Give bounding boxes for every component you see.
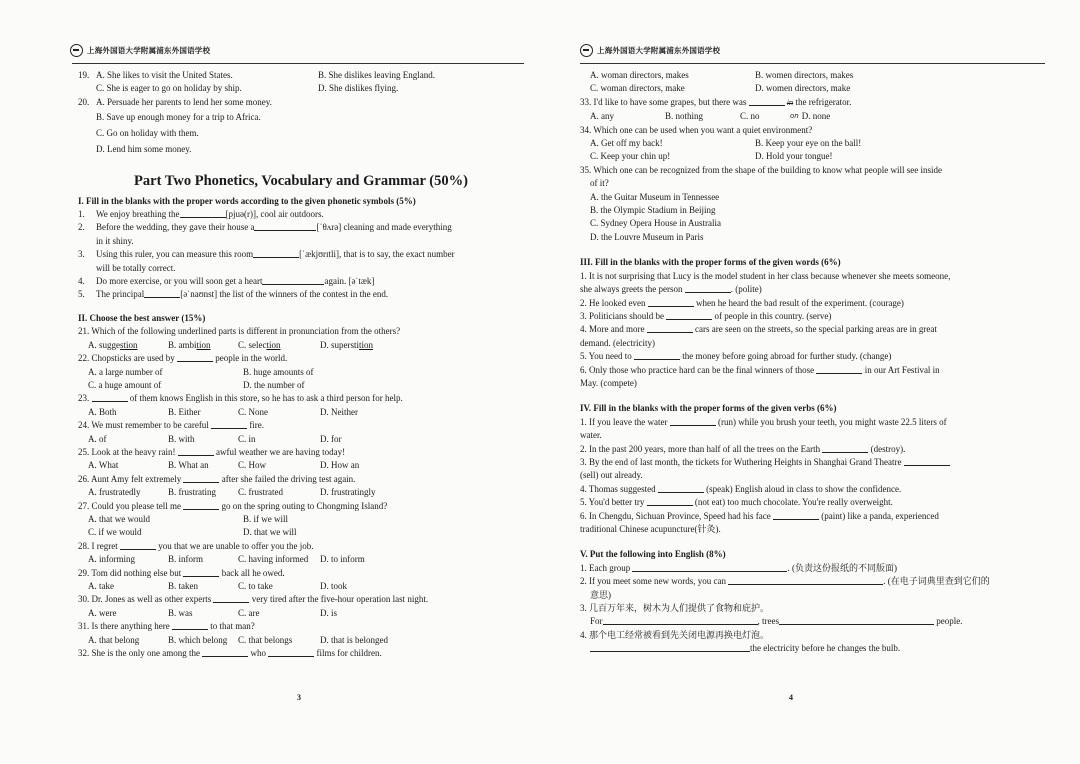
s3-item-6-blank[interactable]: [816, 364, 862, 374]
s3-item-6: [580, 364, 1046, 377]
q33-handwritten-on: on: [790, 112, 799, 121]
q29-option-b: B. taken: [168, 581, 198, 591]
q25-blank[interactable]: [178, 446, 214, 456]
q23-post: of them knows English in this store, so he has to ask a third person for help.: [129, 393, 403, 404]
s4-item-2-blank[interactable]: [822, 443, 868, 453]
q32-option-c: C. woman directors, make: [590, 83, 685, 94]
q24-option-b: B. with: [168, 433, 195, 444]
s4-item-6-cont: traditional Chinese acupuncture(针灸).: [580, 524, 721, 534]
s3-item-6-pre: 6. Only those who practice hard can be the final winners of those: [580, 364, 815, 375]
page-header: [70, 44, 210, 57]
q21-a-underlined: stion: [120, 339, 138, 350]
q27-blank[interactable]: [183, 500, 219, 510]
q23-pre: 23.: [78, 393, 90, 404]
s4-item-6: [580, 510, 1046, 523]
s1-item-1-number: 1.: [78, 209, 85, 220]
page-number: 3: [297, 693, 301, 702]
s1-item-4-post: again. [əˈtæk]: [324, 276, 375, 287]
q24-stem: [78, 419, 524, 432]
q29-option-a: A. take: [88, 581, 114, 591]
q30-option-c: C. are: [238, 607, 260, 618]
q29-option-d: D. took: [320, 581, 347, 591]
q29-pre: 29. Tom did nothing else but: [78, 567, 182, 578]
q30-options: [78, 607, 524, 620]
q27-row-2: [78, 526, 524, 539]
q34-option-b: B. Keep your eye on the ball!: [755, 138, 862, 149]
s1-item-3-pre: Using this ruler, you can measure this room: [96, 249, 254, 260]
q25-option-c: C. How: [238, 460, 267, 471]
q32-option-a: A. woman directors, makes: [590, 70, 689, 80]
q23-option-b: B. Either: [168, 406, 201, 417]
q33-option-c: C. no: [740, 111, 760, 122]
s1-item-1-blank[interactable]: [180, 208, 226, 218]
q24-blank[interactable]: [211, 419, 247, 429]
s4-item-3-cont: (sell) out already.: [580, 470, 643, 481]
q34-option-d: D. Hold your tongue!: [755, 151, 833, 162]
section-5-title: V. Put the following into English (8%): [580, 549, 726, 560]
q25-post: awful weather we are having today!: [215, 446, 346, 457]
q26-options: [78, 486, 524, 499]
q21-d-pre: D. supersti: [320, 339, 359, 350]
q33-pre: 33. I'd like to have some grapes, but there was: [580, 96, 747, 107]
q27-pre: 27. Could you please tell me: [78, 500, 181, 511]
q34-option-c: C. Keep your chin up!: [590, 151, 671, 162]
q32-mid: who: [250, 648, 266, 659]
s1-item-5-number: 5.: [78, 289, 85, 300]
q28-option-c: C. having informed: [238, 554, 309, 565]
section-1-title: I. Fill in the blanks with the proper words according to the given phonetic symbols (5%): [78, 195, 416, 206]
q31-pre: 31. Is there anything here: [78, 621, 170, 632]
s3-item-1-blank[interactable]: [685, 283, 731, 293]
s3-item-4-blank[interactable]: [647, 323, 693, 333]
q21-d-underlined: tion: [359, 339, 374, 350]
s4-item-1-pre: 1. If you leave the water: [580, 416, 668, 427]
s4-item-1-cont: water.: [580, 430, 602, 441]
q19-option-a: A. She likes to visit the United States.: [96, 70, 233, 80]
q26-stem: [78, 473, 524, 486]
s3-item-4-post: cars are seen on the streets, so the special parking areas are in great: [694, 324, 937, 335]
s3-item-5: [580, 350, 1046, 363]
s1-item-3-number: 3.: [78, 249, 85, 260]
q34-option-a: A. Get off my back!: [590, 138, 663, 149]
s5-item-4-answer: [580, 642, 1046, 655]
q24-option-d: D. for: [320, 433, 342, 444]
q35-option-d: D. the Louvre Museum in Paris: [590, 231, 704, 242]
s1-item-5-pre: The principal: [96, 289, 145, 300]
s3-item-4-cont: demand. (electricity): [580, 337, 655, 348]
q28-post: you that we are unable to offer you the job.: [158, 540, 314, 551]
s3-item-6-cont: May. (compete): [580, 377, 637, 388]
q32-post: films for children.: [316, 648, 382, 659]
q34-stem: 34. Which one can be used when you want a quiet environment?: [580, 124, 813, 135]
s4-item-3: [580, 456, 1046, 469]
q26-option-a: A. frustratedly: [88, 487, 141, 498]
q19-option-c: C. She is eager to go on holiday by ship.: [96, 83, 242, 94]
s1-item-3-cont: will be totally correct.: [96, 262, 176, 273]
q22-blank[interactable]: [177, 352, 213, 362]
q29-option-c: C. to take: [238, 581, 273, 591]
s5-item-1-blank[interactable]: [632, 562, 787, 572]
s1-item-3-blank[interactable]: [253, 248, 299, 258]
s1-item-4-number: 4.: [78, 276, 85, 287]
s5-item-1-pre: 1. Each group: [580, 562, 631, 573]
q25-option-b: B. What an: [168, 460, 209, 471]
s1-item-4-pre: Do more exercise, or you will soon get a heart: [96, 276, 263, 287]
s3-item-4-pre: 4. More and more: [580, 324, 645, 335]
q19-option-b: B. She dislikes leaving England.: [318, 70, 435, 80]
s4-item-4-post: (speak) English aloud in class to show the confidence.: [706, 483, 902, 494]
q25-option-a: A. What: [88, 460, 119, 471]
s4-item-6-post: (paint) like a panda, experienced: [821, 510, 939, 521]
s4-item-2-post: (destroy).: [870, 443, 906, 454]
s3-item-1-pre: she always greets the person: [580, 284, 683, 295]
s3-item-1-post: . (polite): [730, 284, 762, 295]
q23-option-d: D. Neither: [320, 406, 358, 417]
q28-option-b: B. inform: [168, 554, 203, 565]
q22-row-2: [78, 379, 524, 392]
q32-row-1: [580, 69, 1046, 82]
q20-number: 20.: [78, 96, 90, 107]
q30-blank[interactable]: [213, 593, 249, 603]
q24-option-a: A. of: [88, 433, 107, 444]
q20-option-a: A. Persuade her parents to lend her some money.: [96, 96, 272, 107]
q29-options: [78, 580, 524, 593]
s1-item-3-post: [ˈækjʊrɪtli], that is to say, the exact number: [299, 249, 455, 260]
q24-pre: 24. We must remember to be careful: [78, 420, 209, 431]
header-rule: [72, 63, 524, 64]
s4-item-4-pre: 4. Thomas suggested: [580, 483, 656, 494]
q30-pre: 30. Dr. Jones as well as other experts: [78, 594, 212, 605]
s4-item-4-blank[interactable]: [658, 483, 704, 493]
s5-item-2-cont: 意思): [590, 589, 611, 600]
q23-blank[interactable]: [92, 392, 128, 402]
q32-blank-1[interactable]: [202, 647, 248, 657]
q21-b-underlined: tion: [196, 339, 211, 350]
s3-item-3-blank[interactable]: [666, 310, 712, 320]
q32-pre: 32. She is the only one among the: [78, 648, 200, 659]
q27-option-c: C. if we would: [88, 527, 142, 538]
q23-options: [78, 406, 524, 419]
s1-item-1-post: [pjuə(r)], cool air outdoors.: [225, 209, 324, 220]
q33-blank[interactable]: [749, 96, 785, 106]
q31-post: to that man?: [210, 621, 255, 632]
s5-item-1-post: . (负责这份报纸的不同版面): [787, 562, 897, 573]
s5-item-3-blank-2[interactable]: [779, 615, 934, 625]
q27-option-b: B. if we will: [243, 513, 288, 524]
q22-post: people in the world.: [215, 353, 288, 364]
header-rule: [580, 63, 1045, 64]
s1-item-4-blank[interactable]: [262, 275, 324, 285]
q30-option-b: B. was: [168, 607, 193, 618]
q30-post: very tired after the five-hour operation last night.: [251, 594, 429, 605]
q22-pre: 22. Chopsticks are used by: [78, 353, 175, 364]
s3-item-2-pre: 2. He looked even: [580, 297, 646, 308]
section-4-title: IV. Fill in the blanks with the proper forms of the given verbs (6%): [580, 403, 837, 414]
s5-item-3-blank-1[interactable]: [603, 615, 758, 625]
s3-item-2: [580, 297, 1046, 310]
q26-option-d: D. frustratingly: [320, 487, 376, 498]
q20: [78, 96, 524, 109]
s4-item-3-blank[interactable]: [904, 456, 950, 466]
q33-options: [580, 110, 1046, 123]
s4-item-4: [580, 483, 1046, 496]
q26-option-c: C. frustrated: [238, 487, 283, 498]
q22-stem: [78, 352, 524, 365]
s4-item-6-pre: 6. In Chengdu, Sichuan Province, Speed had his face: [580, 510, 771, 521]
s3-item-5-pre: 5. You need to: [580, 351, 632, 362]
q21-stem: 21. Which of the following underlined parts is different in pronunciation from the others?: [78, 326, 401, 337]
page-number: 4: [789, 693, 793, 702]
s5-item-3-pre: For: [590, 616, 603, 627]
s1-item-4: [78, 275, 524, 288]
q33-option-b: B. nothing: [665, 111, 704, 122]
q22-option-c: C. a huge amount of: [88, 379, 162, 390]
q24-options: [78, 433, 524, 446]
part-two-title: Part Two Phonetics, Vocabulary and Grammar (50%): [134, 173, 468, 190]
school-name: 上海外国语大学附属浦东外国语学校: [87, 46, 211, 55]
q23-stem: [78, 392, 524, 405]
q28-blank[interactable]: [120, 540, 156, 550]
s3-item-2-blank[interactable]: [648, 297, 694, 307]
q25-pre: 25. Look at the heavy rain!: [78, 446, 176, 457]
s4-item-2: [580, 443, 1046, 456]
q31-option-d: D. that is belonged: [320, 634, 388, 645]
q28-pre: 28. I regret: [78, 540, 118, 551]
q20-option-b: B. Save up enough money for a trip to Africa.: [96, 112, 261, 123]
q22-option-d: D. the number of: [243, 379, 305, 390]
q19-number: 19.: [78, 70, 90, 80]
q27-option-a: A. that we would: [88, 513, 150, 524]
q33-post: the refrigerator.: [795, 96, 852, 107]
q32-option-d: D. women directors, make: [755, 83, 851, 94]
q26-post: after she failed the driving test again.: [221, 473, 356, 484]
s1-item-1-pre: We enjoy breathing the: [96, 209, 180, 220]
q28-options: [78, 553, 524, 566]
q29-post: back all he owed.: [221, 567, 285, 578]
q19-row-1: [78, 69, 524, 82]
s1-item-2-cont: in it shiny.: [96, 235, 134, 246]
s4-item-3-pre: 3. By the end of last month, the tickets for Wuthering Heights in Shanghai Grand Theatre: [580, 456, 902, 467]
left-content: [78, 69, 524, 660]
s4-item-5-blank[interactable]: [647, 496, 693, 506]
s5-item-4-post: the electricity before he changes the bulb.: [750, 643, 901, 654]
q29-stem: [78, 567, 524, 580]
q35-option-c: C. Sydney Opera House in Australia: [590, 218, 721, 229]
s3-item-4: [580, 323, 1046, 336]
s3-item-3: [580, 310, 1046, 323]
s4-item-1-post: (run) while you brush your teeth, you might waste 22.5 liters of: [717, 416, 947, 427]
s3-item-5-post: the money before going abroad for further study. (change): [682, 351, 892, 362]
s4-item-5-pre: 5. You'd better try: [580, 497, 645, 508]
q20-option-d: D. Lend him some money.: [96, 144, 192, 155]
q27-post: go on the spring outing to Chongming Island?: [221, 500, 388, 511]
school-name: 上海外国语大学附属浦东外国语学校: [597, 46, 721, 55]
q26-blank[interactable]: [183, 473, 219, 483]
q32-option-b: B. women directors, makes: [755, 70, 854, 80]
s5-item-3-answer: [580, 615, 1046, 628]
s3-item-5-blank[interactable]: [634, 350, 680, 360]
q32-blank-2[interactable]: [268, 647, 314, 657]
s4-item-5: [580, 496, 1046, 509]
q20-option-c: C. Go on holiday with them.: [96, 128, 199, 139]
q34-row-2: [580, 150, 1046, 163]
s5-item-1: [580, 562, 1046, 575]
q33-option-a: A. any: [590, 111, 614, 122]
q35-option-a: A. the Guitar Museum in Tennessee: [590, 191, 720, 202]
q24-option-c: C. in: [238, 433, 256, 444]
s5-item-2-pre: 2. If you meet some new words, you can: [580, 576, 726, 587]
q33-option-d: D. none: [801, 111, 831, 122]
s5-item-3-post: people.: [936, 616, 963, 627]
s1-item-2-post: [ˈθʌrə] cleaning and made everything: [316, 222, 452, 233]
s3-item-1: 1. It is not surprising that Lucy is the model student in her class because whenever she meets someone,: [580, 270, 951, 281]
s1-item-5: [78, 288, 524, 301]
q35-stem-cont: of it?: [590, 178, 609, 189]
q30-stem: [78, 593, 524, 606]
page-4: [540, 0, 1080, 764]
section-2-title: II. Choose the best answer (15%): [78, 312, 206, 323]
q27-option-d: D. that we will: [243, 527, 297, 538]
q25-option-d: D. How an: [320, 460, 360, 471]
s1-item-3: [78, 248, 524, 261]
s3-item-2-post: when he heard the bad result of the experiment. (courage): [695, 297, 904, 308]
q21-c-pre: C. selec: [238, 339, 267, 350]
q22-option-a: A. a large number of: [88, 366, 163, 377]
s5-item-3: 3. 几百万年来，树木为人们提供了食物和庇护。: [580, 603, 770, 614]
s1-item-2-pre: Before the wedding, they gave their house a: [96, 222, 255, 233]
s1-item-2-blank[interactable]: [254, 221, 316, 231]
section-3-title: III. Fill in the blanks with the proper forms of the given words (6%): [580, 257, 841, 268]
s5-item-3-mid: , trees: [757, 616, 780, 627]
s1-item-1: [78, 208, 524, 221]
q33-stem: [580, 96, 1046, 110]
right-content: [580, 69, 1046, 656]
q35-stem: 35. Which one can be recognized from the shape of the building to know what people will see inside: [580, 164, 942, 175]
q24-post: fire.: [249, 420, 265, 431]
s3-item-3-post: of people in this country. (serve): [714, 310, 832, 321]
q26-option-b: B. frustrating: [168, 487, 216, 498]
q31-option-b: B. which belong: [168, 634, 228, 645]
q32-stem: [78, 647, 524, 660]
q22-row-1: [78, 366, 524, 379]
q23-option-a: A. Both: [88, 406, 117, 417]
s1-item-2-number: 2.: [78, 222, 85, 233]
q27-row-1: [78, 513, 524, 526]
q30-option-d: D. is: [320, 607, 338, 618]
s5-item-4: 4. 那个电工经常被看到先关闭电源再换电灯泡。: [580, 629, 770, 640]
s1-item-5-post: [əˈnaʊnst] the list of the winners of the contest in the end.: [180, 289, 389, 300]
q21-b-pre: B. ambi: [168, 339, 197, 350]
q21-options: [78, 339, 524, 352]
q21-a-pre: A. sugge: [88, 339, 120, 350]
s4-item-1-blank[interactable]: [670, 416, 716, 426]
s4-item-5-post: (not eat) too much chocolate. You're really overweight.: [694, 497, 893, 508]
q32-row-2: [580, 82, 1046, 95]
q33-handwritten-in: in: [786, 98, 794, 107]
school-logo-icon: [580, 44, 593, 57]
q29-blank[interactable]: [183, 567, 219, 577]
s4-item-6-blank[interactable]: [773, 510, 819, 520]
q34-row-1: [580, 137, 1046, 150]
s4-item-1: [580, 416, 1046, 429]
q31-stem: [78, 620, 524, 633]
s5-item-2: [580, 575, 1046, 588]
q25-stem: [78, 446, 524, 459]
q31-options: [78, 634, 524, 647]
q35-option-b: B. the Olympic Stadium in Beijing: [590, 205, 716, 216]
s1-item-2: [78, 221, 524, 234]
q26-pre: 26. Aunt Amy felt extremely: [78, 473, 182, 484]
q30-option-a: A. were: [88, 607, 117, 618]
q31-option-c: C. that belongs: [238, 634, 293, 645]
q28-stem: [78, 540, 524, 553]
q25-options: [78, 459, 524, 472]
page-header: [580, 44, 720, 57]
q19-row-2: [78, 82, 524, 95]
q27-stem: [78, 500, 524, 513]
s5-item-2-post: . (在电子词典里查到它们的: [883, 576, 990, 587]
q19-option-d: D. She dislikes flying.: [318, 83, 399, 94]
q21-c-underlined: tion: [266, 339, 281, 350]
school-logo-icon: [70, 44, 83, 57]
s3-item-6-post: in our Art Festival in: [864, 364, 940, 375]
s5-item-4-blank[interactable]: [590, 642, 750, 652]
s1-item-5-blank[interactable]: [144, 288, 180, 298]
s5-item-2-blank[interactable]: [728, 575, 883, 585]
q28-option-d: D. to inform: [320, 554, 365, 565]
s3-item-3-pre: 3. Politicians should be: [580, 310, 664, 321]
s4-item-2-pre: 2. In the past 200 years, more than half of all the trees on the Earth: [580, 443, 821, 454]
s3-item-1-cont: [580, 283, 1046, 296]
q31-option-a: A. that belong: [88, 634, 140, 645]
q28-option-a: A. informing: [88, 554, 135, 565]
q22-option-b: B. huge amounts of: [243, 366, 314, 377]
q23-option-c: C. None: [238, 406, 268, 417]
q31-blank[interactable]: [172, 620, 208, 630]
